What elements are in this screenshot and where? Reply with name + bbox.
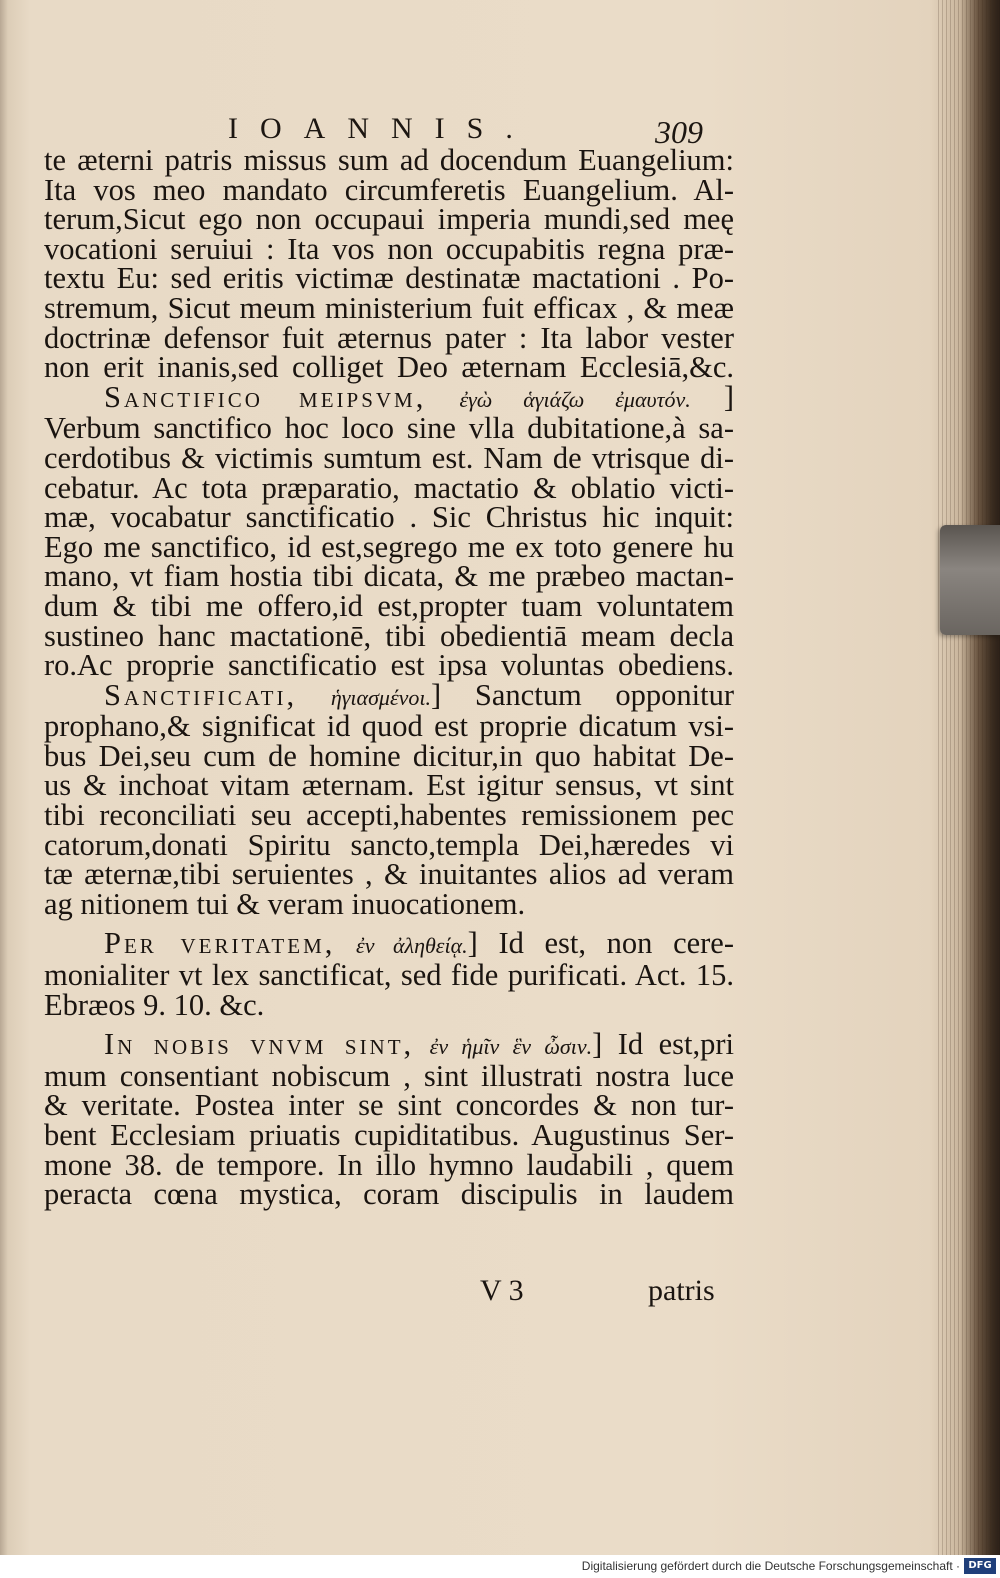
greek-text: ἐγὼ ἁγιάζω ἐμαυτόν. [459,386,691,412]
text-line: catorum,donati Spiritu sancto,templa Dei,hæredes vi [44,827,734,862]
text-line: dum & tibi me offero,id est,propter tuam voluntatem [44,588,734,623]
text-line: mum consentiant nobiscum , sint illustrati nostra luce [44,1058,734,1093]
page-number: 309 [655,114,703,150]
catchword: patris [648,1274,715,1307]
text-line: mone 38. de tempore. In illo hymno laudabili , quem [44,1147,734,1182]
funding-credit: Digitalisierung gefördert durch die Deutsche Forschungsgemeinschaft · [581,1559,960,1573]
lemma-continuation: ] Sanctum opponitur [431,677,735,712]
text-line: monialiter vt lex sanctificat, sed fide purificati. Act. 15. [44,958,734,993]
lemma-line [44,926,735,961]
lemma: Per veritatem, [104,926,336,961]
signature-mark: V 3 [480,1274,524,1307]
running-head: IOANNIS. [228,112,535,145]
greek-text: ἐν ἀληθείᾳ. [356,933,468,959]
text-line: te æterni patris missus sum ad docendum Euangelium: [44,143,734,177]
text-line: prophano,& significat id quod est proprie dicatum vsi- [44,709,734,744]
lemma-line [44,1027,735,1062]
text-line: us & inchoat vitam æternam. Est igitur sensus, vt sint [44,768,734,803]
text-line: bus Dei,seu cum de homine dicitur,in quo habitat De- [44,738,734,773]
text-line: peracta cœna mystica, coram discipulis in laudem [44,1177,734,1212]
text-line: cerdotibus & victimis sumtum est. Nam de vtrisque di- [44,440,734,475]
text-line: tibi reconciliati seu accepti,habentes remissionem pec [44,798,734,833]
digitization-footer [0,1555,1000,1578]
page-edges [938,0,1000,1555]
bookmark-ribbon [940,525,1000,635]
text-line: textu Eu: sed eritis victimæ destinatæ mactationi . Po- [44,261,734,296]
text-line: mæ, vocabatur sanctificatio . Sic Christus hic inquit: [44,500,734,535]
text-line: & veritate. Postea inter se sint concordes & non tur- [44,1088,734,1123]
text-line: terum,Sicut ego non occupaui imperia mundi,sed meę [44,202,734,237]
text-line: vocationi seruiui : Ita vos non occupabitis regna præ- [44,231,734,266]
dfg-logo-icon: DFG [964,1558,996,1574]
lemma: In nobis vnvm sint, [104,1027,415,1062]
lemma-continuation: ] Id est,pri [592,1027,735,1062]
lemma-line [44,379,735,415]
body-text [44,143,735,1212]
lemma: Sanctificati, [104,677,298,712]
text-line: doctrinæ defensor fuit æternus pater : Ita labor vester [44,320,734,355]
text-line: sustineo hanc mactationē, tibi obedientiā meam decla [44,618,734,653]
lemma-continuation: ] Id est, non cere- [467,926,735,961]
text-line: mano, vt fiam hostia tibi dicata, & me præbeo mactan- [44,559,734,594]
text-line: Verbum sanctifico hoc loco sine vlla dubitatione,à sa- [44,411,734,446]
lemma-line [44,677,735,713]
greek-text: ἡγιασμένοι. [330,684,432,710]
text-line: ro.Ac proprie sanctificatio est ipsa voluntas obediens. [44,648,734,683]
text-line: Ebræos 9. 10. &c. [44,987,265,1022]
text-line: tæ æternæ,tibi seruientes , & inuitantes alios ad veram [44,857,734,892]
text-line: stremum, Sicut meum ministerium fuit efficax , & meæ [44,290,734,325]
greek-text: ἐν ἡμῖν ἓν ὦσιν. [429,1034,593,1060]
text-line: Ego me sanctifico, id est,segrego me ex toto genere hu [44,529,734,564]
text-line: ag nitionem tui & veram inuocationem. [44,886,526,921]
text-line: cebatur. Ac tota præparatio, mactatio & oblatio victi- [44,470,734,505]
text-line: bent Ecclesiam priuatis cupiditatibus. Augustinus Ser- [44,1118,734,1152]
lemma-continuation: ] [723,379,735,414]
text-line: non erit inanis,sed colliget Deo æternam Ecclesiā,&c. [44,350,734,385]
lemma: Sanctifico meipsvm, [104,379,427,414]
text-line: Ita vos meo mandato circumferetis Euangelium. Al- [44,172,734,207]
